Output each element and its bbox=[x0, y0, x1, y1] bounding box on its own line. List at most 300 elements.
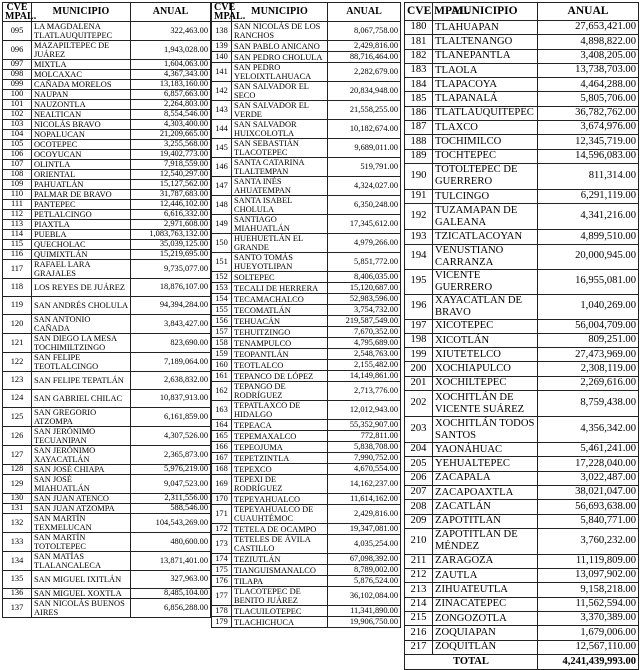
cve-cell: 216 bbox=[405, 626, 433, 640]
municipio-cell: PIAXTLA bbox=[32, 220, 131, 230]
table-row bbox=[405, 63, 639, 77]
municipio-cell: XOCHIAPULCO bbox=[433, 362, 538, 376]
cve-cell: 213 bbox=[405, 583, 433, 597]
cve-cell: 125 bbox=[3, 408, 32, 427]
cve-cell: 178 bbox=[212, 606, 232, 617]
table-row bbox=[405, 391, 639, 417]
cve-cell: 212 bbox=[405, 569, 433, 583]
anual-cell: 11,341,890.00 bbox=[328, 606, 401, 617]
table-row bbox=[3, 475, 211, 494]
cve-cell: 188 bbox=[405, 135, 433, 149]
table-row bbox=[3, 599, 211, 618]
table-row bbox=[3, 140, 211, 150]
cve-cell: 123 bbox=[3, 372, 32, 390]
table-row bbox=[405, 189, 639, 203]
municipio-cell: SAN JUAN ATENCO bbox=[32, 494, 131, 504]
municipio-cell: TECOMATLÁN bbox=[232, 305, 328, 316]
municipio-cell: TEPEXCO bbox=[232, 464, 328, 475]
header-anual: ANUAL bbox=[538, 3, 639, 21]
anual-cell: 519,791.00 bbox=[328, 158, 401, 177]
table-row bbox=[212, 565, 401, 576]
table-row bbox=[3, 334, 211, 353]
municipio-cell: NAUPAN bbox=[32, 90, 131, 100]
municipio-cell: SAN JUAN ATZOMPA bbox=[32, 504, 131, 514]
cve-cell: 101 bbox=[3, 100, 32, 110]
municipio-cell: SAN DIEGO LA MESA TOCHIMILTZINGO bbox=[32, 334, 131, 353]
anual-cell: 2,311,556.00 bbox=[131, 494, 211, 504]
table-row bbox=[405, 457, 639, 471]
anual-cell: 588,546.00 bbox=[131, 504, 211, 514]
table-header-row bbox=[405, 3, 639, 21]
cve-cell: 153 bbox=[212, 283, 232, 294]
municipio-cell: QUECHOLAC bbox=[32, 240, 131, 250]
cve-cell: 207 bbox=[405, 485, 433, 499]
cve-cell: 166 bbox=[212, 442, 232, 453]
anual-cell: 2,365,873.00 bbox=[131, 446, 211, 465]
municipio-cell: RAFAEL LARA GRAJALES bbox=[32, 260, 131, 279]
municipio-cell: XOCHILTEPEC bbox=[433, 376, 538, 390]
table-row bbox=[212, 431, 401, 442]
anual-cell: 327,963.00 bbox=[131, 571, 211, 589]
cve-cell: 217 bbox=[405, 640, 433, 654]
anual-cell: 2,282,679.00 bbox=[328, 63, 401, 82]
budget-table bbox=[211, 2, 401, 628]
table-header-row bbox=[212, 3, 401, 22]
table-row bbox=[212, 215, 401, 234]
table-row bbox=[212, 606, 401, 617]
anual-cell: 17,345,612.00 bbox=[328, 215, 401, 234]
municipio-cell: XAYACATLÁN DE BRAVO bbox=[433, 294, 538, 319]
cve-cell: 160 bbox=[212, 360, 232, 371]
anual-cell: 8,789,002.00 bbox=[328, 565, 401, 576]
cve-cell: 191 bbox=[405, 189, 433, 203]
municipio-cell: SAN MIGUEL XOXTLA bbox=[32, 589, 131, 599]
municipio-cell: TOCHTEPEC bbox=[433, 149, 538, 163]
table-row bbox=[405, 149, 639, 163]
table-row bbox=[405, 35, 639, 49]
table-row bbox=[212, 587, 401, 606]
municipio-cell: SOLTEPEC bbox=[232, 272, 328, 283]
table-row bbox=[405, 49, 639, 63]
cve-cell: 155 bbox=[212, 305, 232, 316]
anual-cell: 55,352,907.00 bbox=[328, 420, 401, 431]
anual-cell: 3,843,427.00 bbox=[131, 315, 211, 334]
anual-cell: 2,308,119.00 bbox=[538, 362, 639, 376]
table-row bbox=[405, 230, 639, 244]
anual-cell: 7,670,352.00 bbox=[328, 327, 401, 338]
anual-cell: 772,811.00 bbox=[328, 431, 401, 442]
anual-cell: 4,356,342.00 bbox=[538, 417, 639, 443]
anual-cell: 7,990,752.00 bbox=[328, 453, 401, 464]
anual-cell: 56,004,709.00 bbox=[538, 319, 639, 333]
municipio-cell: ZACAPOAXTLA bbox=[433, 485, 538, 499]
table-row bbox=[212, 22, 401, 41]
municipio-cell: TIANGUISMANALCO bbox=[232, 565, 328, 576]
cve-cell: 181 bbox=[405, 35, 433, 49]
municipio-cell: TEPEXI DE RODRÍGUEZ bbox=[232, 475, 328, 494]
table-row bbox=[3, 200, 211, 210]
cve-cell: 196 bbox=[405, 294, 433, 319]
cve-cell: 187 bbox=[405, 121, 433, 135]
anual-cell: 2,971,608.00 bbox=[131, 220, 211, 230]
municipio-cell: SAN SALVADOR HUIXCOLOTLA bbox=[232, 120, 328, 139]
table-row bbox=[3, 60, 211, 70]
municipio-cell: NAUZONTLA bbox=[32, 100, 131, 110]
anual-cell: 21,558,255.00 bbox=[328, 101, 401, 120]
municipio-cell: SANTO TOMÁS HUEYOTLIPAN bbox=[232, 253, 328, 272]
cve-cell: 199 bbox=[405, 348, 433, 362]
anual-cell: 6,350,248.00 bbox=[328, 196, 401, 215]
municipio-cell: TENAMPULCO bbox=[232, 338, 328, 349]
municipio-cell: TECAMACHALCO bbox=[232, 294, 328, 305]
anual-cell: 88,716,464.00 bbox=[328, 52, 401, 63]
municipio-cell: SAN PEDRO CHOLULA bbox=[232, 52, 328, 63]
cve-cell: 161 bbox=[212, 371, 232, 382]
cve-cell: 149 bbox=[212, 215, 232, 234]
anual-cell: 8,406,035.00 bbox=[328, 272, 401, 283]
header-anual: ANUAL bbox=[328, 3, 401, 22]
cve-cell: 198 bbox=[405, 333, 433, 347]
table-row bbox=[212, 158, 401, 177]
municipio-cell: MAZAPILTEPEC DE JUÁREZ bbox=[32, 41, 131, 60]
municipio-cell: OCOYUCAN bbox=[32, 150, 131, 160]
total-amount: 4,241,439,993.00 bbox=[538, 654, 639, 669]
cve-cell: 102 bbox=[3, 110, 32, 120]
municipio-cell: VICENTE GUERRERO bbox=[433, 269, 538, 294]
cve-cell: 215 bbox=[405, 612, 433, 626]
cve-cell: 098 bbox=[3, 70, 32, 80]
table-row bbox=[212, 139, 401, 158]
table-row bbox=[212, 505, 401, 524]
cve-cell: 140 bbox=[212, 52, 232, 63]
cve-cell: 186 bbox=[405, 106, 433, 120]
anual-cell: 5,851,772.00 bbox=[328, 253, 401, 272]
cve-cell: 142 bbox=[212, 82, 232, 101]
table-row bbox=[3, 230, 211, 240]
cve-cell: 180 bbox=[405, 21, 433, 35]
table-row bbox=[3, 150, 211, 160]
municipio-cell: SAN PABLO ANICANO bbox=[232, 41, 328, 52]
cve-cell: 129 bbox=[3, 475, 32, 494]
anual-cell: 20,834,948.00 bbox=[328, 82, 401, 101]
municipio-cell: ZAUTLA bbox=[433, 569, 538, 583]
cve-cell: 204 bbox=[405, 443, 433, 457]
municipio-cell: SAN GABRIEL CHILAC bbox=[32, 390, 131, 408]
anual-cell: 8,759,438.00 bbox=[538, 391, 639, 417]
anual-cell: 14,162,237.00 bbox=[328, 475, 401, 494]
table-row bbox=[3, 446, 211, 465]
table-row bbox=[3, 408, 211, 427]
table-row bbox=[3, 130, 211, 140]
anual-cell: 21,209,665.00 bbox=[131, 130, 211, 140]
table-row bbox=[3, 180, 211, 190]
cve-cell: 189 bbox=[405, 149, 433, 163]
cve-cell: 103 bbox=[3, 120, 32, 130]
table-row bbox=[3, 240, 211, 250]
cve-cell: 197 bbox=[405, 319, 433, 333]
cve-cell: 109 bbox=[3, 180, 32, 190]
table-row bbox=[212, 63, 401, 82]
cve-cell: 169 bbox=[212, 475, 232, 494]
municipio-cell: SAN PEDRO YELOIXTLAHUACA bbox=[232, 63, 328, 82]
anual-cell: 15,120,687.00 bbox=[328, 283, 401, 294]
table-row bbox=[405, 554, 639, 568]
table-row bbox=[3, 427, 211, 446]
anual-cell: 7,189,064.00 bbox=[131, 353, 211, 372]
cve-cell: 110 bbox=[3, 190, 32, 200]
anual-cell: 5,461,241.00 bbox=[538, 443, 639, 457]
anual-cell: 13,871,401.00 bbox=[131, 552, 211, 571]
table-row bbox=[212, 464, 401, 475]
anual-cell: 480,600.00 bbox=[131, 533, 211, 552]
anual-cell: 13,738,703.00 bbox=[538, 63, 639, 77]
cve-cell: 195 bbox=[405, 269, 433, 294]
cve-cell: 170 bbox=[212, 494, 232, 505]
cve-cell: 206 bbox=[405, 471, 433, 485]
anual-cell: 6,616,332.00 bbox=[131, 210, 211, 220]
anual-cell: 3,408,205.00 bbox=[538, 49, 639, 63]
municipio-cell: SAN JOSÉ MIAHUATLÁN bbox=[32, 475, 131, 494]
cve-cell: 112 bbox=[3, 210, 32, 220]
cve-cell: 202 bbox=[405, 391, 433, 417]
municipio-cell: LA MAGDALENA TLATLAUQUITEPEC bbox=[32, 22, 131, 41]
cve-cell: 114 bbox=[3, 230, 32, 240]
cve-cell: 099 bbox=[3, 80, 32, 90]
anual-cell: 1,040,269.00 bbox=[538, 294, 639, 319]
table-row bbox=[212, 338, 401, 349]
table-row bbox=[212, 52, 401, 63]
table-row bbox=[405, 319, 639, 333]
table-header-row bbox=[3, 3, 211, 22]
anual-cell: 4,307,526.00 bbox=[131, 427, 211, 446]
table-row bbox=[405, 597, 639, 611]
table-row bbox=[405, 333, 639, 347]
municipio-cell: PANTEPEC bbox=[32, 200, 131, 210]
municipio-cell: TZICATLACOYAN bbox=[433, 230, 538, 244]
municipio-cell: TETELES DE ÁVILA CASTILLO bbox=[232, 535, 328, 554]
cve-cell: 156 bbox=[212, 316, 232, 327]
cve-cell: 208 bbox=[405, 500, 433, 514]
municipio-cell: NICOLÁS BRAVO bbox=[32, 120, 131, 130]
anual-cell: 35,039,125.00 bbox=[131, 240, 211, 250]
table-row bbox=[212, 283, 401, 294]
table-row bbox=[405, 362, 639, 376]
anual-cell: 19,347,081.00 bbox=[328, 524, 401, 535]
total-row bbox=[405, 654, 639, 669]
table-row bbox=[212, 327, 401, 338]
cve-cell: 175 bbox=[212, 565, 232, 576]
cve-cell: 131 bbox=[3, 504, 32, 514]
cve-cell: 111 bbox=[3, 200, 32, 210]
table-row bbox=[405, 569, 639, 583]
table-column-middle bbox=[211, 2, 400, 628]
municipio-cell: HUEHUETLÁN EL GRANDE bbox=[232, 234, 328, 253]
cve-cell: 193 bbox=[405, 230, 433, 244]
municipio-cell: TILAPA bbox=[232, 576, 328, 587]
anual-cell: 36,102,084.00 bbox=[328, 587, 401, 606]
table-row bbox=[212, 494, 401, 505]
table-row bbox=[405, 269, 639, 294]
cve-cell: 134 bbox=[3, 552, 32, 571]
anual-cell: 12,345,719.00 bbox=[538, 135, 639, 149]
cve-cell: 174 bbox=[212, 554, 232, 565]
municipio-cell: TEPANCO DE LÓPEZ bbox=[232, 371, 328, 382]
municipio-cell: SAN MARTÍN TOTOLTEPEC bbox=[32, 533, 131, 552]
anual-cell: 6,161,859.00 bbox=[131, 408, 211, 427]
anual-cell: 9,689,011.00 bbox=[328, 139, 401, 158]
cve-cell: 104 bbox=[3, 130, 32, 140]
table-row bbox=[405, 21, 639, 35]
header-cve: CVE MPAL. bbox=[3, 3, 32, 22]
anual-cell: 9,047,523.00 bbox=[131, 475, 211, 494]
cve-cell: 163 bbox=[212, 401, 232, 420]
header-cve: CVE MPAL. bbox=[405, 3, 433, 21]
table-row bbox=[405, 500, 639, 514]
anual-cell: 8,554,546.00 bbox=[131, 110, 211, 120]
municipio-cell: SAN NICOLÁS DE LOS RANCHOS bbox=[232, 22, 328, 41]
anual-cell: 6,291,119.00 bbox=[538, 189, 639, 203]
table-row bbox=[3, 571, 211, 589]
municipio-cell: ORIENTAL bbox=[32, 170, 131, 180]
municipio-cell: SANTA ISABEL CHOLULA bbox=[232, 196, 328, 215]
table-row bbox=[3, 494, 211, 504]
municipio-cell: TEPEYAHUALCO bbox=[232, 494, 328, 505]
anual-cell: 13,097,902.00 bbox=[538, 569, 639, 583]
anual-cell: 4,341,216.00 bbox=[538, 204, 639, 230]
anual-cell: 2,713,776.00 bbox=[328, 382, 401, 401]
municipio-cell: SAN MATÍAS TLALANCALECA bbox=[32, 552, 131, 571]
anual-cell: 3,760,232.00 bbox=[538, 528, 639, 554]
municipio-cell: XOCHITLÁN DE VICENTE SUÁREZ bbox=[433, 391, 538, 417]
table-row bbox=[3, 390, 211, 408]
anual-cell: 809,251.00 bbox=[538, 333, 639, 347]
anual-cell: 10,837,913.00 bbox=[131, 390, 211, 408]
anual-cell: 2,264,803.00 bbox=[131, 100, 211, 110]
table-column-right bbox=[404, 2, 638, 670]
anual-cell: 1,943,028.00 bbox=[131, 41, 211, 60]
municipio-cell: OLINTLA bbox=[32, 160, 131, 170]
table-row bbox=[212, 401, 401, 420]
anual-cell: 3,370,389.00 bbox=[538, 612, 639, 626]
table-row bbox=[212, 349, 401, 360]
municipio-cell: SAN ANTONIO CAÑADA bbox=[32, 315, 131, 334]
table-row bbox=[3, 170, 211, 180]
municipio-cell: ZACATLÁN bbox=[433, 500, 538, 514]
table-row bbox=[3, 80, 211, 90]
municipio-cell: MOLCAXAC bbox=[32, 70, 131, 80]
cve-cell: 176 bbox=[212, 576, 232, 587]
anual-cell: 3,255,568.00 bbox=[131, 140, 211, 150]
municipio-cell: TULCINGO bbox=[433, 189, 538, 203]
cve-cell: 121 bbox=[3, 334, 32, 353]
table-row bbox=[212, 360, 401, 371]
municipio-cell: TLAPACOYA bbox=[433, 78, 538, 92]
table-row bbox=[3, 110, 211, 120]
cve-cell: 139 bbox=[212, 41, 232, 52]
cve-cell: 120 bbox=[3, 315, 32, 334]
table-row bbox=[212, 305, 401, 316]
anual-cell: 4,035,254.00 bbox=[328, 535, 401, 554]
municipio-cell: TEPETZINTLA bbox=[232, 453, 328, 464]
budget-table bbox=[404, 2, 639, 670]
municipio-cell: LOS REYES DE JUÁREZ bbox=[32, 279, 131, 297]
header-municipio: MUNICIPIO bbox=[232, 3, 328, 22]
municipio-cell: ZAPOTITLÁN DE MÉNDEZ bbox=[433, 528, 538, 554]
cve-cell: 138 bbox=[212, 22, 232, 41]
table-row bbox=[405, 612, 639, 626]
table-row bbox=[212, 253, 401, 272]
cve-cell: 126 bbox=[3, 427, 32, 446]
cve-cell: 164 bbox=[212, 420, 232, 431]
anual-cell: 12,446,102.00 bbox=[131, 200, 211, 210]
table-row bbox=[212, 475, 401, 494]
municipio-cell: XIUTETELCO bbox=[433, 348, 538, 362]
table-row bbox=[212, 294, 401, 305]
cve-cell: 115 bbox=[3, 240, 32, 250]
table-row bbox=[212, 196, 401, 215]
cve-cell: 141 bbox=[212, 63, 232, 82]
anual-cell: 1,679,006.00 bbox=[538, 626, 639, 640]
cve-cell: 133 bbox=[3, 533, 32, 552]
anual-cell: 52,983,596.00 bbox=[328, 294, 401, 305]
anual-cell: 67,098,392.00 bbox=[328, 554, 401, 565]
cve-cell: 168 bbox=[212, 464, 232, 475]
municipio-cell: TLAOLA bbox=[433, 63, 538, 77]
header-anual: ANUAL bbox=[131, 3, 211, 22]
table-row bbox=[212, 120, 401, 139]
table-row bbox=[3, 297, 211, 315]
table-row bbox=[212, 177, 401, 196]
municipio-cell: ZOQUIAPAN bbox=[433, 626, 538, 640]
municipio-cell: TEHUACÁN bbox=[232, 316, 328, 327]
cve-cell: 165 bbox=[212, 431, 232, 442]
cve-cell: 124 bbox=[3, 390, 32, 408]
municipio-cell: PUEBLA bbox=[32, 230, 131, 240]
cve-cell: 159 bbox=[212, 349, 232, 360]
cve-cell: 128 bbox=[3, 465, 32, 475]
anual-cell: 56,693,638.00 bbox=[538, 500, 639, 514]
municipio-cell: SAN SALVADOR EL VERDE bbox=[232, 101, 328, 120]
cve-cell: 157 bbox=[212, 327, 232, 338]
anual-cell: 2,548,763.00 bbox=[328, 349, 401, 360]
anual-cell: 4,979,266.00 bbox=[328, 234, 401, 253]
cve-cell: 108 bbox=[3, 170, 32, 180]
table-row bbox=[405, 294, 639, 319]
table-row bbox=[405, 348, 639, 362]
table-row bbox=[212, 316, 401, 327]
anual-cell: 4,670,554.00 bbox=[328, 464, 401, 475]
municipio-cell: SAN SALVADOR EL SECO bbox=[232, 82, 328, 101]
anual-cell: 219,587,549.00 bbox=[328, 316, 401, 327]
municipio-cell: OCOTEPEC bbox=[32, 140, 131, 150]
table-row bbox=[212, 101, 401, 120]
anual-cell: 4,367,343.00 bbox=[131, 70, 211, 80]
table-row bbox=[212, 524, 401, 535]
municipio-cell: SAN MARTÍN TEXMELUCAN bbox=[32, 514, 131, 533]
table-row bbox=[3, 160, 211, 170]
anual-cell: 15,219,695.00 bbox=[131, 250, 211, 260]
cve-cell: 151 bbox=[212, 253, 232, 272]
table-row bbox=[212, 234, 401, 253]
municipio-cell: PETLALCINGO bbox=[32, 210, 131, 220]
cve-cell: 122 bbox=[3, 353, 32, 372]
anual-cell: 6,856,288.00 bbox=[131, 599, 211, 618]
municipio-cell: VENUSTIANO CARRANZA bbox=[433, 244, 538, 269]
header-municipio: MUNICIPIO bbox=[32, 3, 131, 22]
cve-cell: 210 bbox=[405, 528, 433, 554]
anual-cell: 2,429,816.00 bbox=[328, 505, 401, 524]
municipio-cell: TLAPANALÁ bbox=[433, 92, 538, 106]
